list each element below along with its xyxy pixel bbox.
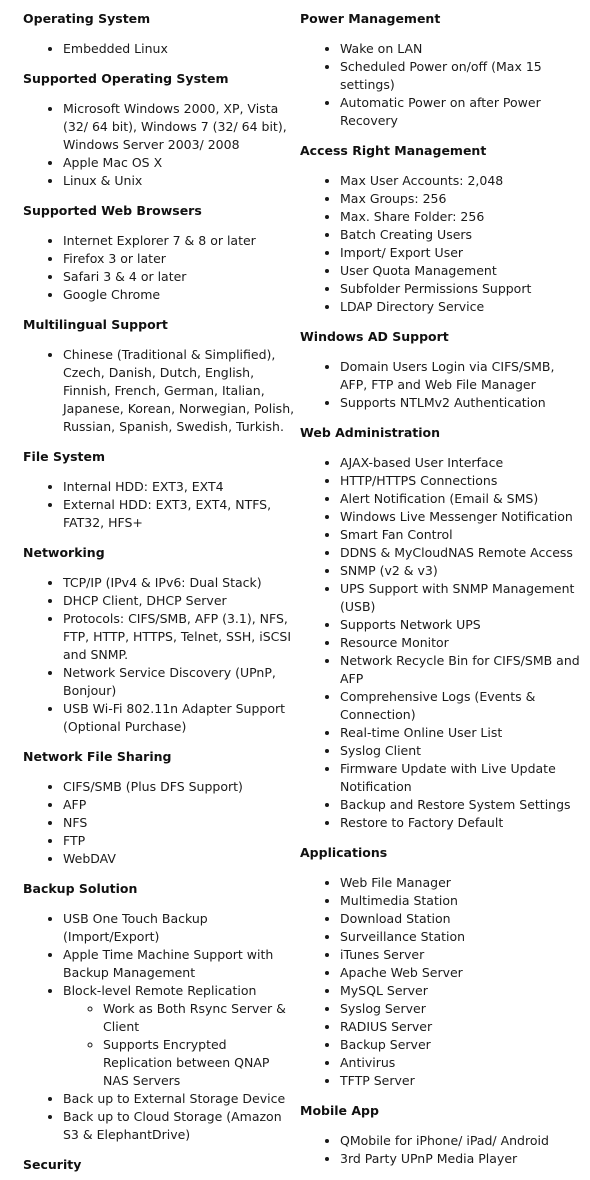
list-item: [340, 634, 585, 652]
list-item-text: Comprehensive Logs (Events & Connection): [340, 689, 536, 722]
list-item-text: Resource Monitor: [340, 635, 449, 650]
list-item: [63, 850, 295, 868]
list-item: [340, 1132, 585, 1150]
list-item: [340, 688, 585, 724]
list-item-text: MySQL Server: [340, 983, 428, 998]
list-item: [63, 172, 295, 190]
section-supported-web-browsers: [23, 202, 295, 304]
list-item-text: UPS Support with SNMP Management (USB): [340, 581, 575, 614]
section-applications: [300, 844, 585, 1090]
list-item-text: AJAX-based User Interface: [340, 455, 504, 470]
list-item-text: Subfolder Permissions Support: [340, 281, 532, 296]
list-item-text: FTP: [63, 833, 86, 848]
list-item: [63, 100, 295, 154]
section-heading: File System: [23, 449, 106, 464]
list-item-text: Supports Network UPS: [340, 617, 481, 632]
list-item: [340, 172, 585, 190]
list-item-text: NFS: [63, 815, 88, 830]
feature-list: [23, 478, 295, 532]
feature-list: [300, 40, 585, 130]
list-item-text: TFTP Server: [340, 1073, 415, 1088]
list-item: [63, 796, 295, 814]
list-item: [340, 874, 585, 892]
sub-list: [63, 1000, 295, 1090]
section-heading: Operating System: [23, 11, 151, 26]
list-item-text: Windows Live Messenger Notification: [340, 509, 573, 524]
section-heading: Web Administration: [300, 425, 440, 440]
list-item: [63, 700, 295, 736]
list-item-text: Batch Creating Users: [340, 227, 473, 242]
list-item-text: Supports NTLMv2 Authentication: [340, 395, 546, 410]
list-item: [340, 652, 585, 688]
list-item: [63, 478, 295, 496]
list-item: [63, 268, 295, 286]
list-item-text: iTunes Server: [340, 947, 425, 962]
section-security: [23, 1156, 295, 1174]
list-item-text: 3rd Party UPnP Media Player: [340, 1151, 518, 1166]
list-item: [340, 1000, 585, 1018]
list-item-text: Smart Fan Control: [340, 527, 453, 542]
list-item: [63, 814, 295, 832]
feature-list: [23, 910, 295, 1144]
list-item-text: Max. Share Folder: 256: [340, 209, 485, 224]
section-windows-ad-support: [300, 328, 585, 412]
list-item: [340, 490, 585, 508]
list-item: [63, 1090, 295, 1108]
list-item: [340, 190, 585, 208]
list-item: [340, 892, 585, 910]
list-item-text: Apple Time Machine Support with Backup Management: [63, 947, 274, 980]
list-item: [340, 982, 585, 1000]
list-item: [63, 496, 295, 532]
list-item-text: Internet Explorer 7 & 8 or later: [63, 233, 256, 248]
list-item-text: Import/ Export User: [340, 245, 464, 260]
list-item: [340, 1150, 585, 1168]
list-item: [340, 280, 585, 298]
feature-list: [300, 172, 585, 316]
right-column: [300, 10, 585, 1180]
list-item-text: Web File Manager: [340, 875, 451, 890]
list-item-text: LDAP Directory Service: [340, 299, 485, 314]
section-backup-solution: [23, 880, 295, 1144]
list-item: [63, 910, 295, 946]
list-item: [340, 742, 585, 760]
section-heading: Multilingual Support: [23, 317, 168, 332]
list-item: [340, 526, 585, 544]
section-heading: Power Management: [300, 11, 441, 26]
list-item: [340, 760, 585, 796]
list-item-text: RADIUS Server: [340, 1019, 433, 1034]
list-item-text: Firefox 3 or later: [63, 251, 166, 266]
list-item-text: Syslog Client: [340, 743, 422, 758]
section-heading: Networking: [23, 545, 105, 560]
list-item: [340, 910, 585, 928]
list-item-text: Restore to Factory Default: [340, 815, 504, 830]
section-heading: Applications: [300, 845, 388, 860]
section-operating-system: [23, 10, 295, 58]
list-item-text: Network Service Discovery (UPnP, Bonjour): [63, 665, 276, 698]
section-heading: Mobile App: [300, 1103, 379, 1118]
list-item-text: Apache Web Server: [340, 965, 463, 980]
feature-list: [23, 100, 295, 190]
list-item: [340, 40, 585, 58]
list-item-text: Domain Users Login via CIFS/SMB, AFP, FTP and Web File Manager: [340, 359, 555, 392]
feature-list: [300, 874, 585, 1090]
list-item: [340, 358, 585, 394]
list-item: [340, 616, 585, 634]
list-item: [340, 928, 585, 946]
list-item: [63, 1108, 295, 1144]
list-item: [340, 472, 585, 490]
section-heading: Backup Solution: [23, 881, 138, 896]
list-item: [340, 544, 585, 562]
list-item-text: Back up to Cloud Storage (Amazon S3 & ElephantDrive): [63, 1109, 282, 1142]
list-item: [340, 226, 585, 244]
list-item-text: Google Chrome: [63, 287, 161, 302]
list-item: [340, 298, 585, 316]
list-item-text: TCP/IP (IPv4 & IPv6: Dual Stack): [63, 575, 262, 590]
list-item: [340, 724, 585, 742]
section-web-administration: [300, 424, 585, 832]
list-item: [63, 592, 295, 610]
section-network-file-sharing: [23, 748, 295, 868]
list-item-text: Backup Server: [340, 1037, 431, 1052]
list-item-text: WebDAV: [63, 851, 116, 866]
list-item: [340, 244, 585, 262]
list-item-text: Linux & Unix: [63, 173, 143, 188]
list-item: [63, 574, 295, 592]
list-item: [63, 40, 295, 58]
list-item: [63, 778, 295, 796]
list-item-text: Apple Mac OS X: [63, 155, 163, 170]
list-item-text: QMobile for iPhone/ iPad/ Android: [340, 1133, 549, 1148]
list-item: [63, 946, 295, 982]
list-item-text: AFP: [63, 797, 87, 812]
list-item: [340, 964, 585, 982]
list-item: [340, 208, 585, 226]
list-item-text: USB Wi-Fi 802.11n Adapter Support (Optional Purchase): [63, 701, 286, 734]
list-item: [63, 232, 295, 250]
list-item-text: Antivirus: [340, 1055, 396, 1070]
list-item: [340, 508, 585, 526]
section-heading: Supported Operating System: [23, 71, 229, 86]
sub-list-item: ◦ Work as Both Rsync Server & Client: [103, 1000, 295, 1036]
section-file-system: [23, 448, 295, 532]
list-item-text: Max Groups: 256: [340, 191, 447, 206]
section-heading: Security: [23, 1157, 82, 1172]
list-item-text: Microsoft Windows 2000, XP, Vista (32/ 64 bit), Windows 7 (32/ 64 bit), Windows Server 2003/ 2008: [63, 101, 287, 152]
list-item: [340, 946, 585, 964]
list-item: [340, 1054, 585, 1072]
feature-list: [23, 232, 295, 304]
list-item: [63, 610, 295, 664]
list-item: [340, 394, 585, 412]
section-networking: [23, 544, 295, 736]
list-item: [63, 832, 295, 850]
sub-list-item: ◦ Supports Encrypted Replication between QNAP NAS Servers: [103, 1036, 295, 1090]
list-item: [63, 154, 295, 172]
list-item: [340, 454, 585, 472]
list-item: [340, 1072, 585, 1090]
list-item: [340, 94, 585, 130]
list-item-text: External HDD: EXT3, EXT4, NTFS, FAT32, HFS+: [63, 497, 272, 530]
list-item: [340, 58, 585, 94]
list-item-text: DHCP Client, DHCP Server: [63, 593, 227, 608]
list-item-text: CIFS/SMB (Plus DFS Support): [63, 779, 243, 794]
list-item: [63, 346, 295, 436]
list-item-text: Scheduled Power on/off (Max 15 settings): [340, 59, 542, 92]
list-item: [340, 262, 585, 280]
list-item: [63, 286, 295, 304]
feature-list: [300, 1132, 585, 1168]
list-item-text: Protocols: CIFS/SMB, AFP (3.1), NFS, FTP, HTTP, HTTPS, Telnet, SSH, iSCSI and SNMP.: [63, 611, 292, 662]
list-item-text: Firmware Update with Live Update Notification: [340, 761, 556, 794]
list-item-text: HTTP/HTTPS Connections: [340, 473, 498, 488]
list-item-text: Surveillance Station: [340, 929, 466, 944]
list-item: [340, 796, 585, 814]
list-item-text: User Quota Management: [340, 263, 497, 278]
list-item-text: Embedded Linux: [63, 41, 168, 56]
list-item-text: Internal HDD: EXT3, EXT4: [63, 479, 224, 494]
list-item: [340, 1018, 585, 1036]
section-supported-operating-system: [23, 70, 295, 190]
list-item-text: Safari 3 & 4 or later: [63, 269, 187, 284]
list-item-text: Syslog Server: [340, 1001, 426, 1016]
left-column: [23, 10, 295, 1174]
list-item-text: Block-level Remote Replication: [63, 983, 257, 998]
feature-list: [23, 778, 295, 868]
list-item-text: USB One Touch Backup (Import/Export): [63, 911, 208, 944]
list-item: [63, 250, 295, 268]
list-item: [340, 562, 585, 580]
section-multilingual-support: [23, 316, 295, 436]
list-item-text: Backup and Restore System Settings: [340, 797, 571, 812]
list-item: [63, 982, 295, 1090]
list-item-text: Chinese (Traditional & Simplified), Czech, Danish, Dutch, English, Finnish, French, German, Italian, Japanese, Korean, Norwegian, Polish, Russian, Spanish, Swedish, Turkish.: [63, 347, 295, 434]
list-item-text: SNMP (v2 & v3): [340, 563, 438, 578]
list-item: [63, 664, 295, 700]
section-access-right-management: [300, 142, 585, 316]
feature-list: [23, 346, 295, 436]
list-item-text: Automatic Power on after Power Recovery: [340, 95, 541, 128]
list-item-text: Multimedia Station: [340, 893, 458, 908]
list-item-text: DDNS & MyCloudNAS Remote Access: [340, 545, 573, 560]
section-mobile-app: [300, 1102, 585, 1168]
section-power-management: [300, 10, 585, 130]
feature-list: [300, 454, 585, 832]
list-item-text: Back up to External Storage Device: [63, 1091, 286, 1106]
feature-list: [23, 574, 295, 736]
list-item-text: Alert Notification (Email & SMS): [340, 491, 539, 506]
list-item: [340, 814, 585, 832]
list-item-text: Download Station: [340, 911, 451, 926]
list-item: [340, 1036, 585, 1054]
section-heading: Windows AD Support: [300, 329, 449, 344]
feature-list: [300, 358, 585, 412]
feature-list: [23, 40, 295, 58]
list-item-text: Real-time Online User List: [340, 725, 503, 740]
list-item-text: Max User Accounts: 2,048: [340, 173, 504, 188]
section-heading: Supported Web Browsers: [23, 203, 202, 218]
list-item-text: Wake on LAN: [340, 41, 423, 56]
section-heading: Access Right Management: [300, 143, 487, 158]
list-item-text: Network Recycle Bin for CIFS/SMB and AFP: [340, 653, 580, 686]
section-heading: Network File Sharing: [23, 749, 172, 764]
list-item: [340, 580, 585, 616]
